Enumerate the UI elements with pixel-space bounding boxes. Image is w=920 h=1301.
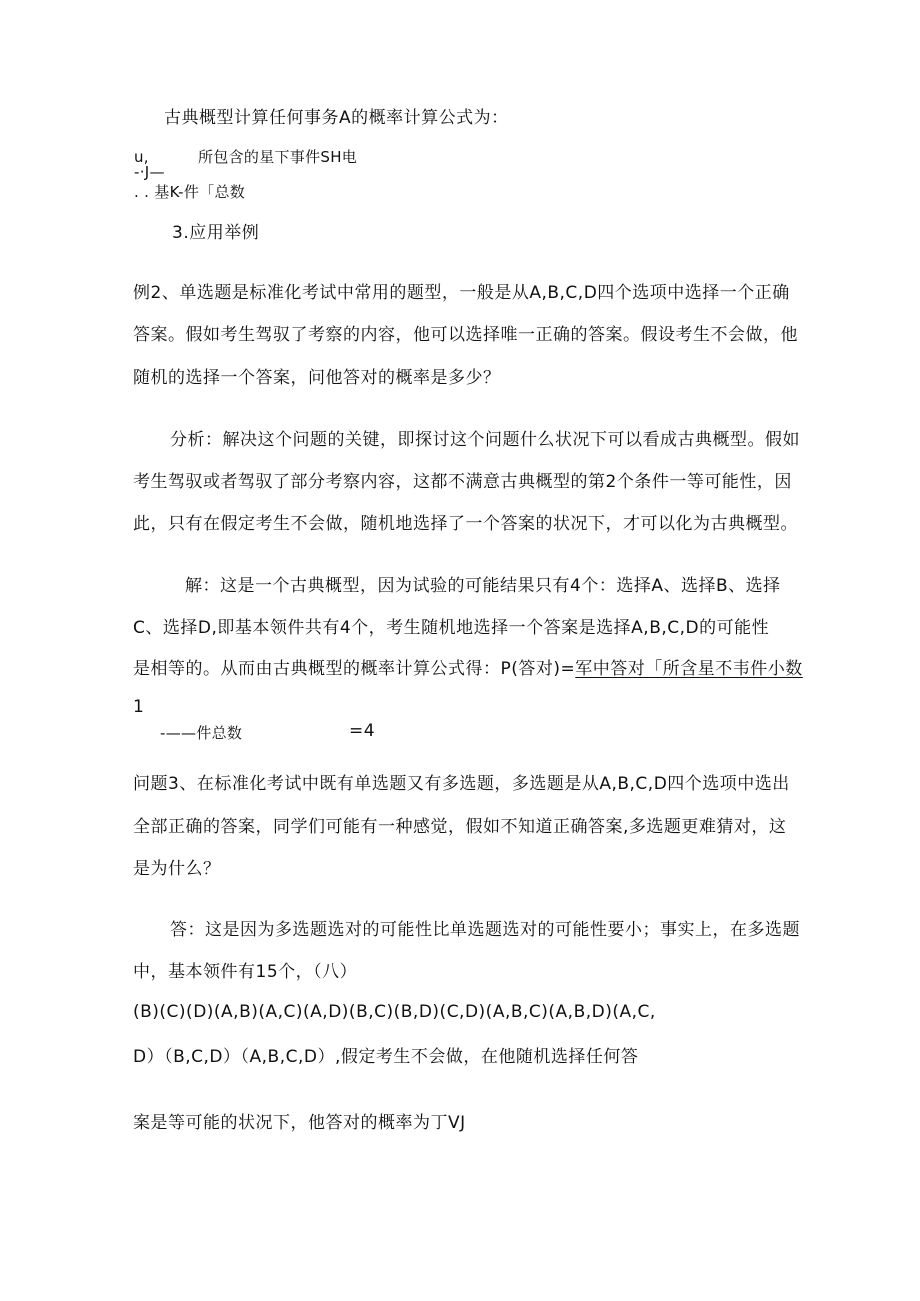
example2-line3: 随机的选择一个答案，问他答对的概率是多少？ [133, 368, 501, 388]
solution-formula-numerator: 军中答对「所含星不韦件小数 [575, 659, 803, 679]
solution-line3-prefix: 是相等的。从而由古典概型的概率计算公式得：P(答对)= [133, 659, 576, 679]
answer-line1: 答：这是因为多选题选对的可能性比单选题选对的可能性要小；事实上，在多选题 [170, 920, 800, 940]
answer-line4: D）（B,C,D）（A,B,C,D）,假定考生不会做，在他随机选择任何答 [133, 1047, 639, 1067]
formula-denominator: . . 基K-件「总数 [134, 183, 246, 201]
solution-one: 1 [133, 697, 145, 717]
analysis-line3: 此，只有在假定考生不会做，随机地选择了一个答案的状况下，才可以化为古典概型。 [133, 514, 798, 534]
answer-line5: 案是等可能的状况下，他答对的概率为丁VJ [133, 1113, 466, 1133]
section-heading: 3.应用举例 [172, 223, 260, 243]
solution-line2: C、选择D,即基本领件共有4个，考生随机地选择一个答案是选择A,B,C,D的可能性 [133, 618, 770, 638]
solution-line3 [133, 657, 803, 681]
formula-fragment-u: u, [134, 148, 149, 166]
solution-denominator: -——件总数 [160, 724, 243, 742]
example2-line2: 答案。假如考生驾驭了考察的内容，他可以选择唯一正确的答案。假设考生不会做，他 [133, 325, 798, 345]
question3-line3: 是为什么？ [133, 859, 221, 879]
question3-line2: 全部正确的答案，同学们可能有一种感觉，假如不知道正确答案,多选题更难猜对，这 [133, 817, 787, 837]
formula-intro: 古典概型计算任何事务A的概率计算公式为： [164, 108, 509, 128]
analysis-line2: 考生驾驭或者驾驭了部分考察内容，这都不满意古典概型的第2个条件一等可能性，因 [133, 472, 792, 492]
solution-line1: 解：这是一个古典概型，因为试验的可能结果只有4个：选择A、选择B、选择 [185, 576, 781, 596]
answer-line2: 中，基本领件有15个，（八） [133, 962, 358, 982]
solution-result: =4 [349, 721, 376, 741]
analysis-line1: 分析：解决这个问题的关键，即探讨这个问题什么状况下可以看成古典概型。假如 [170, 430, 800, 450]
example2-line1: 例2、单选题是标准化考试中常用的题型，一般是从A,B,C,D四个选项中选择一个正确 [133, 283, 790, 303]
answer-line3: (B)(C)(D)(A,B)(A,C)(A,D)(B,C)(B,D)(C,D)(A,B,C)(A,B,D)(A,C, [133, 1002, 656, 1022]
question3-line1: 问题3、在标准化考试中既有单选题又有多选题，多选题是从A,B,C,D四个选项中选出 [133, 774, 790, 794]
formula-fraction-bar: -·J— [134, 163, 165, 181]
formula-numerator: 所包含的星下事件SH电 [198, 148, 358, 166]
